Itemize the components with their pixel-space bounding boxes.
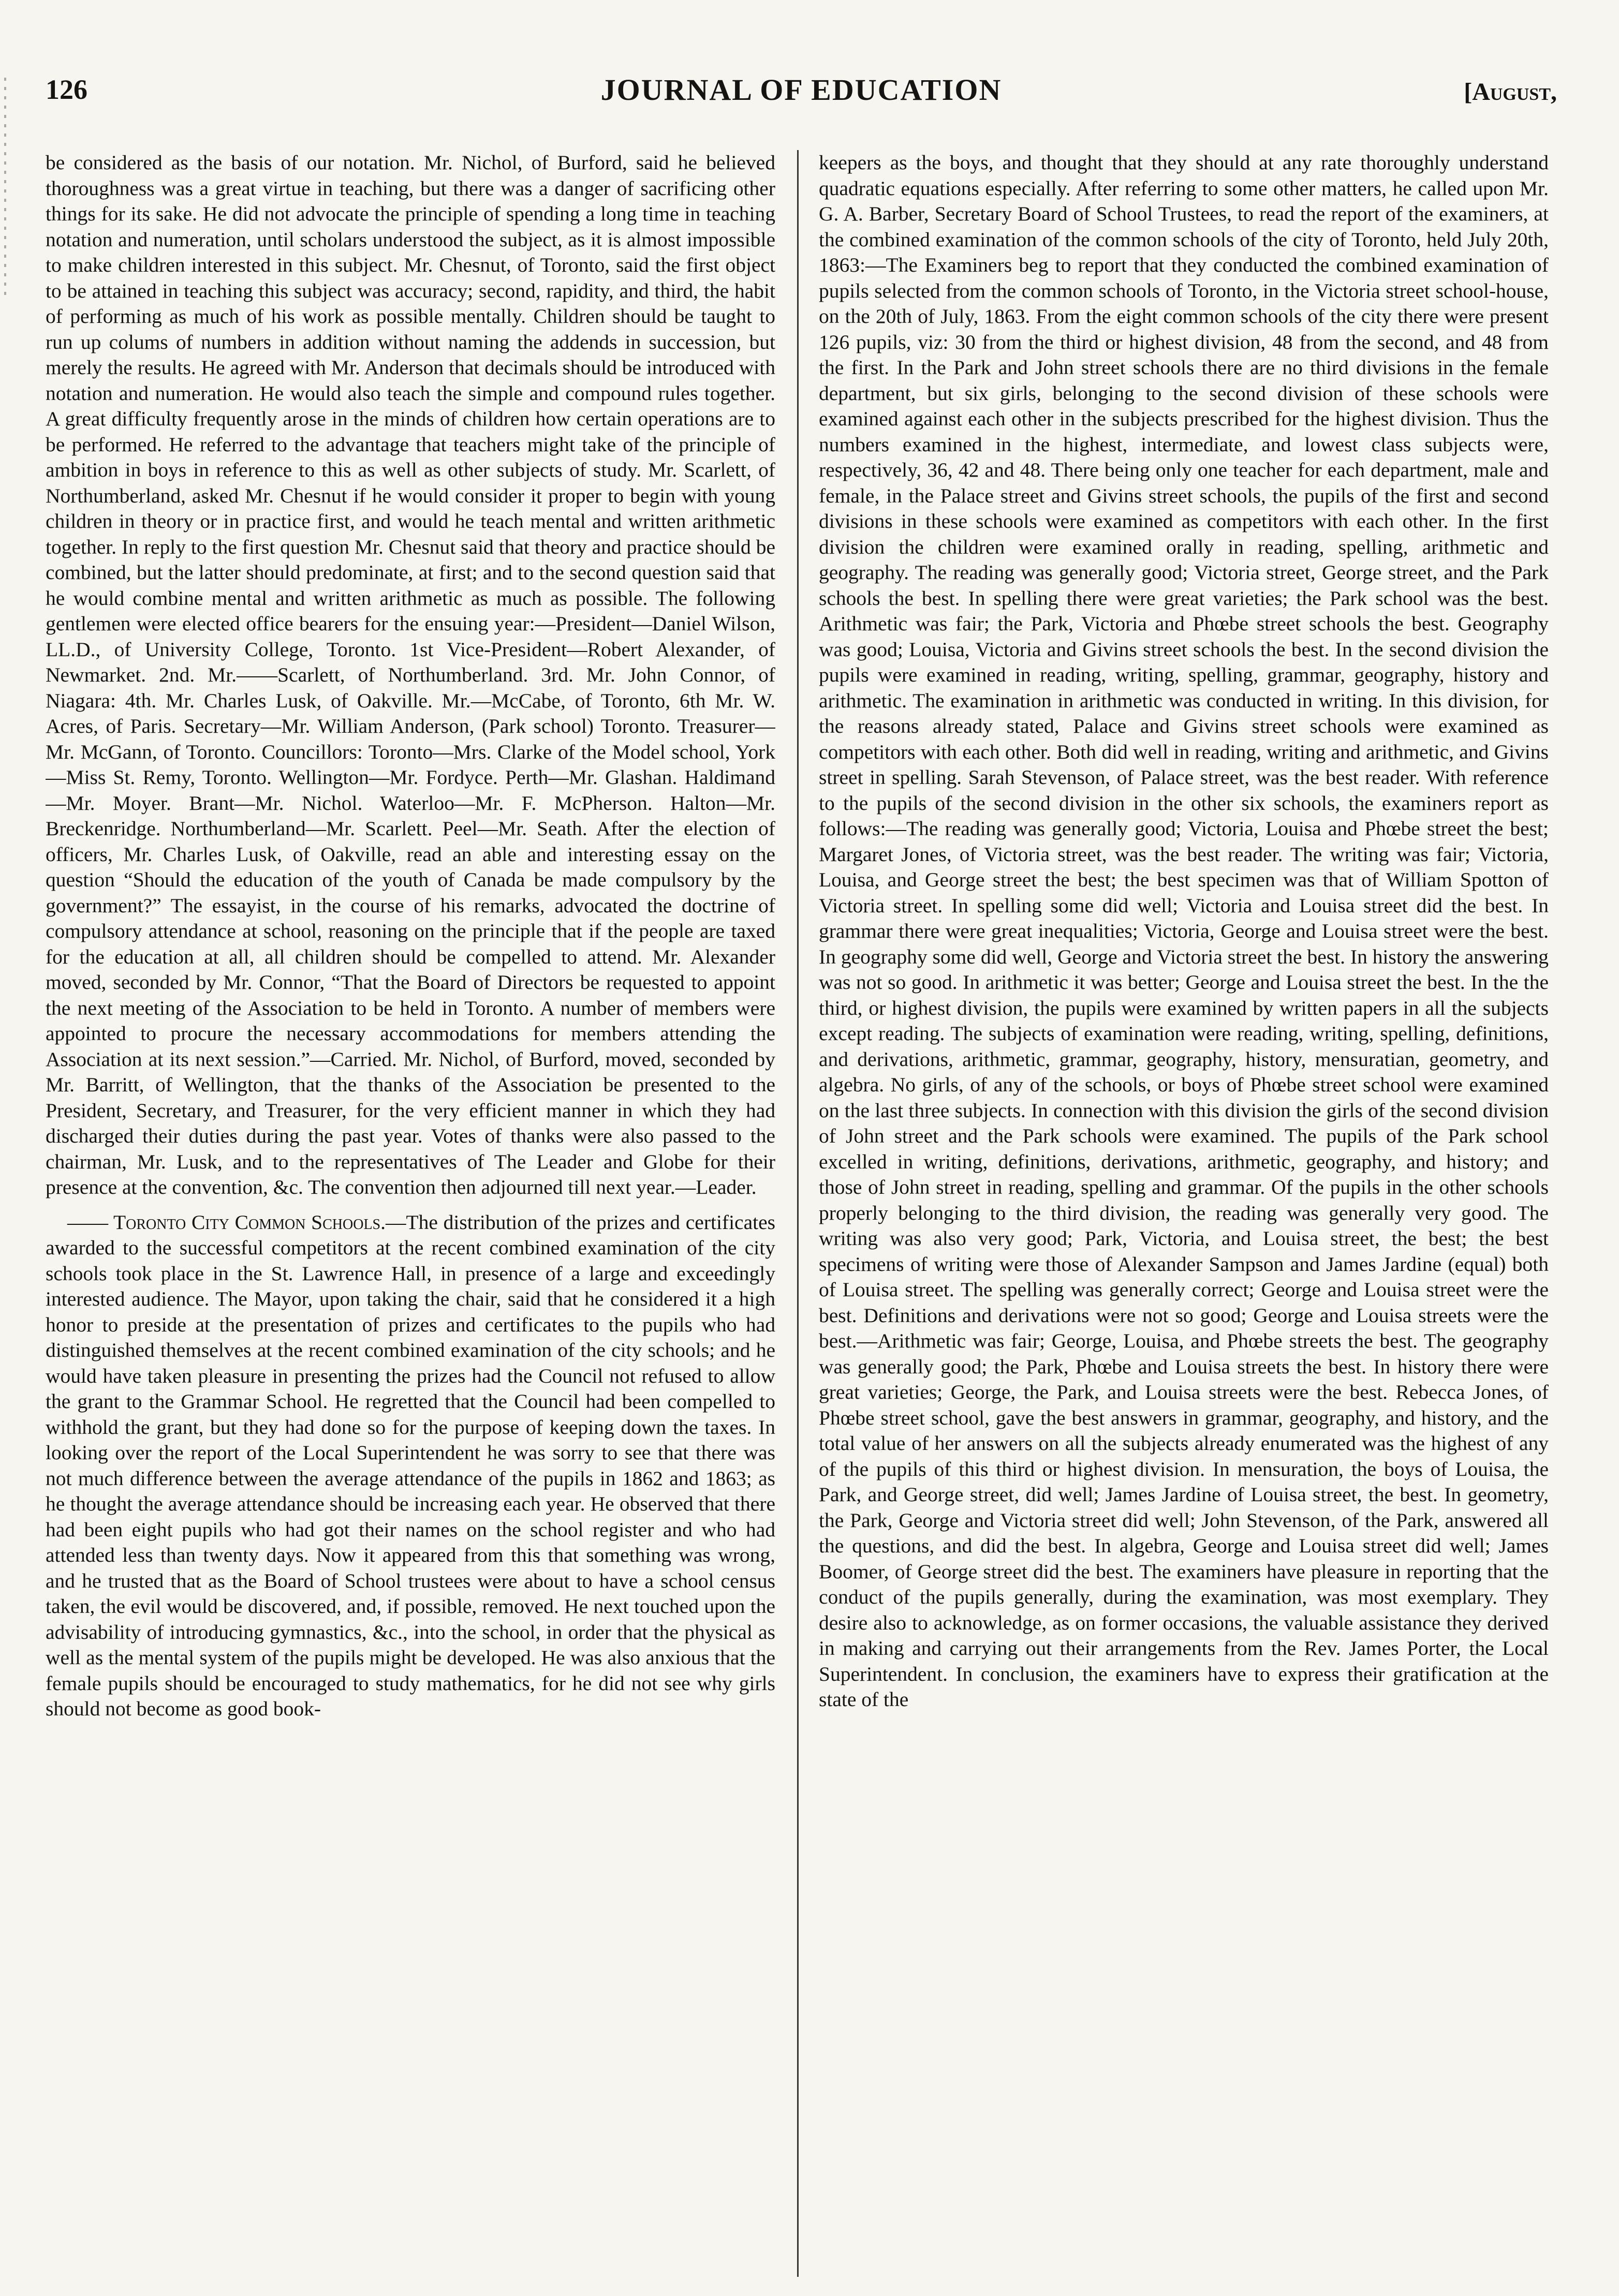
column-rule xyxy=(797,150,799,2277)
right-column-paragraph: keepers as the boys, and thought that they should at any rate thoroughly understand quadratic equations especially. After referring to some other matters, he called upon Mr. G. A. Barber, Secretary Board of School Trustees, to read the report of the examiners, at the combined examination of the common schools of the city of Toronto, held July 20th, 1863:—The Examiners beg to report that they conducted the combined examination of pupils selected from the common schools of Toronto, in the Victoria street school-house, on the 20th of July, 1863. From the eight common schools of the city there were present 126 pupils, viz: 30 from the third or highest division, 48 from the second, and 48 from the first. In the Park and John street schools there are no third divisions in the female department, but six girls, belonging to the second division of these schools were examined against each other in the subjects prescribed for the highest division. Thus the numbers examined in the highest, intermediate, and lowest class subjects were, respectively, 36, 42 and 48. There being only one teacher for each department, male and female, in the Palace street and Givins street schools, the pupils of the first and second divisions in these schools were examined as competitors with each other. In the first division the children were examined orally in reading, spelling, arithmetic and geography. The reading was generally good; Victoria street, George street, and the Park schools the best. In spelling there were great varieties; the Park school was the best. Arithmetic was fair; the Park, Victoria and Phœbe street schools the best. Geography was good; Louisa, Victoria and Givins street schools the best. In the second division the pupils were examined in reading, writing, spelling, grammar, geography, history and arithmetic. The examination in arithmetic was conducted in writing. In this division, for the reasons already stated, Palace and Givins street schools were examined as competitors with each other. Both did well in reading, writing and arithmetic, and Givins street in spelling. Sarah Stevenson, of Palace street, was the best reader. With reference to the pupils of the second division in the other six schools, the examiners report as follows:—The reading was generally good; Victoria, Louisa and Phœbe street the best; Margaret Jones, of Victoria street, was the best reader. The writing was fair; Victoria, Louisa, and George street the best; the best specimen was that of William Spotton of Victoria street. In spelling some did well; Victoria and Louisa street did the best. In grammar there were great inequalities; Victoria, George and Louisa street were the best. In geography some did well, George and Victoria street the best. In history the answering was not so good. In arithmetic it was better; George and Louisa street the best. In the the third, or highest division, the pupils were examined by written papers in all the subjects except reading. The subjects of examination were reading, writing, spelling, definitions, and derivations, arithmetic, grammar, geography, history, mensuratian, geometry, and algebra. No girls, of any of the schools, or boys of Phœbe street school were examined on the last three subjects. In connection with this division the girls of the second division of John street and the Park schools were examined. The pupils of the Park school excelled in writing, definitions, derivations, arithmetic, geography, and history; and those of John street in reading, spelling and grammar. Of the pupils in the other schools properly belonging to the third division, the reading was generally very good. The writing was also very good; Park, Victoria, and Louisa street, the best; the best specimens of writing were those of Alexander Sampson and James Jardine (equal) both of Louisa street. The spelling was generally correct; George and Louisa street were the best. Definitions and derivations were not so good; George and Louisa streets were the best.—Arithmetic was fair; George, Louisa, and Phœbe streets the best. The geography was generally good; the Park, Phœbe and Louisa streets the best. In history there were great varieties; George, the Park, and Louisa streets were the best. Rebecca Jones, of Phœbe street school, gave the best answers in grammar, geography, and history, and the total value of her answers on all the subjects already enumerated was the highest of any of the pupils of this third or highest division. In mensuration, the boys of Louisa, the Park, and George street, did well; James Jardine of Louisa street, the best. In geometry, the Park, George and Victoria street did well; John Stevenson, of the Park, answered all the questions, and did the best. In algebra, George and Louisa street did well; James Boomer, of George street did the best. The examiners have pleasure in reporting that the conduct of the pupils generally, during the examination, was most exemplary. They desire also to acknowledge, as on former occasions, the valuable assistance they derived in making and carrying out their arrangements from the Rev. James Porter, the Local Superintendent. In conclusion, the examiners have to express their gratification at the state of the xyxy=(819,151,1549,1711)
page-edge-marks xyxy=(4,78,6,295)
page-header xyxy=(46,66,1557,123)
page-number: 126 xyxy=(46,74,87,105)
left-column-paragraph: be considered as the basis of our notation. Mr. Nichol, of Burford, said he believed thoroughness was a great virtue in teaching, but there was a danger of sacrificing other things for its sake. He did not advocate the principle of spending a long time in teaching notation and numeration, until scholars understood the subject, as it is almost impossible to make children interested in this subject. Mr. Chesnut, of Toronto, said the first object to be attained in teaching this subject was accuracy; second, rapidity, and third, the habit of performing as much of his work as possible mentally. Children should be taught to run up colums of numbers in addition without naming the addends in succession, but merely the results. He agreed with Mr. Anderson that decimals should be introduced with notation and numeration. He would also teach the simple and compound rules together. A great difficulty frequently arose in the minds of children how certain operations are to be performed. He referred to the advantage that teachers might take of the principle of ambition in boys in reference to this as well as other subjects of study. Mr. Scarlett, of Northumberland, asked Mr. Chesnut if he would consider it proper to begin with young children in theory or in practice first, and would he teach mental and written arithmetic together. In reply to the first question Mr. Chesnut said that theory and practice should be combined, but the latter should predominate, at first; and to the second question said that he would combine mental and written arithmetic as much as possible. The following gentlemen were elected office bearers for the ensuing year:—President—Daniel Wilson, LL.D., of University College, Toronto. 1st Vice-President—Robert Alexander, of Newmarket. 2nd. Mr.——Scarlett, of Northumberland. 3rd. Mr. John Connor, of Niagara: 4th. Mr. Charles Lusk, of Oakville. Mr.—McCabe, of Toronto, 6th Mr. W. Acres, of Paris. Secretary—Mr. William Anderson, (Park school) Toronto. Treasurer—Mr. McGann, of Toronto. Councillors: Toronto—Mrs. Clarke of the Model school, York—Miss St. Remy, Toronto. Wellington—Mr. Fordyce. Perth—Mr. Glashan. Haldimand—Mr. Moyer. Brant—Mr. Nichol. Waterloo—Mr. F. McPherson. Halton—Mr. Breckenridge. Northumberland—Mr. Scarlett. Peel—Mr. Seath. After the election of officers, Mr. Charles Lusk, of Oakville, read an able and interesting essay on the question “Should the education of the youth of Canada be made compulsory by the government?” The essayist, in the course of his remarks, advocated the doctrine of compulsory attendance at school, reasoning on the principle that if the people are taxed for the education at all, all children should be compelled to attend. Mr. Alexander moved, seconded by Mr. Connor, “That the Board of Directors be requested to appoint the next meeting of the Association to be held in Toronto. A number of members were appointed to procure the necessary accommodations for members attending the Association at its next session.”—Carried. Mr. Nichol, of Burford, moved, seconded by Mr. Barritt, of Wellington, that the thanks of the Association be presented to the President, Secretary, and Treasurer, for the very efficient manner in which they had discharged their duties during the past year. Votes of thanks were also passed to the chairman, Mr. Lusk, and to the representatives of The Leader and Globe for their presence at the convention, &c. The convention then adjourned till next year.—Leader. xyxy=(46,151,775,1198)
right-column xyxy=(819,150,1549,2277)
running-month: [August, xyxy=(1464,78,1557,106)
section-heading: —— Toronto City Common Schools. xyxy=(67,1210,386,1234)
running-title: JOURNAL OF EDUCATION xyxy=(600,73,1002,107)
left-column xyxy=(46,150,775,2277)
toronto-schools-text: —The distribution of the prizes and certificates awarded to the successful competitors at the recent combined examination of the city schools took place in the St. Lawrence Hall, in presence of a large and exceedingly interested audience. The Mayor, upon taking the chair, said that he considered it a high honor to preside at the presentation of prizes and certificates to the pupils who had distinguished themselves at the recent combined examination of the city schools; and he would have taken pleasure in presenting the prizes had the Council not refused to allow the grant to the Grammar School. He regretted that the Council had been compelled to withhold the grant, but they had done so for the purpose of keeping down the taxes. In looking over the report of the Local Superintendent he was sorry to see that there was not much difference between the average attendance of the pupils in 1862 and 1863; as he thought the average attendance should be increasing each year. He observed that there had been eight pupils who had got their names on the school register and who had attended less than twenty days. Now it appeared from this that something was wrong, and he trusted that as the Board of School trustees were about to have a school census taken, the evil would be discovered, and, if possible, removed. He next touched upon the advisability of introducing gymnastics, &c., into the school, in order that the physical as well as the mental system of the pupils might be developed. He was also anxious that the female pupils should be encouraged to study mathematics, for he did not see why girls should not become as good book- xyxy=(46,1210,775,1720)
toronto-schools-paragraph xyxy=(46,1210,775,1722)
